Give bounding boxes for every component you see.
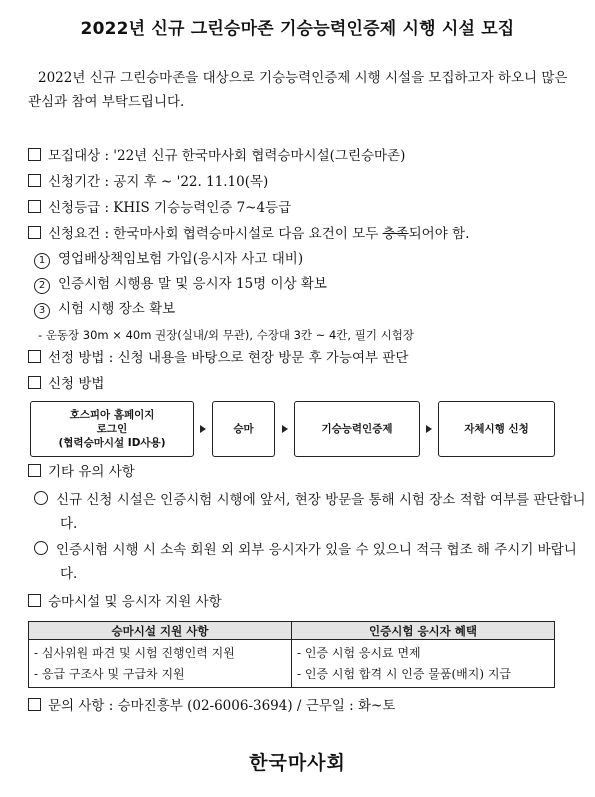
flow-step-login-line2: 로그인 xyxy=(96,423,128,435)
flow-step-login-line1: 호스피아 홈페이지 xyxy=(69,409,155,421)
note-1 xyxy=(34,488,586,536)
flow-step-apply: 자체시행 신청 xyxy=(438,401,555,457)
item-period-text: 신청기간 : 공지 후 ~ '22. 11.10(목) xyxy=(48,174,269,190)
circled-number-1: 1 xyxy=(34,253,50,269)
item-requirement xyxy=(28,226,469,243)
item-grade xyxy=(28,200,291,217)
flow-step-login-line3: (협력승마시설 ID사용) xyxy=(58,437,166,449)
item-requirement-suffix: 되어야 함. xyxy=(408,226,470,242)
intro-paragraph: 2022년 신규 그린승마존을 대상으로 기승능력인증제 시행 시설을 모집하고자 하오니 많은 관심과 참여 부탁드립니다. xyxy=(28,70,568,110)
checkbox-icon xyxy=(28,350,41,363)
checkbox-icon xyxy=(28,698,41,711)
item-requirement-prefix: 신청요건 : 한국마사회 협력승마시설로 다음 요건이 모두 xyxy=(48,226,383,242)
support-heading-text: 승마시설 및 응시자 지원 사항 xyxy=(48,594,222,610)
requirement-2-text: 인증시험 시행용 말 및 응시자 15명 이상 확보 xyxy=(58,276,327,292)
support-col2-header: 인증시험 응시자 혜택 xyxy=(292,622,555,640)
arrow-right-icon xyxy=(426,425,432,433)
checkbox-icon xyxy=(28,174,41,187)
requirement-3-note: - 운동장 30m × 40m 권장(실내/외 무관), 수장대 3칸 ~ 4칸, 필기 시험장 xyxy=(38,328,414,342)
checkbox-icon xyxy=(28,226,41,239)
note-2-text: 인증시험 시행 시 소속 회원 외 외부 응시자가 있을 수 있으니 적극 협조 해 주시기 바랍니다. xyxy=(56,542,577,582)
requirement-3 xyxy=(34,301,175,319)
requirement-1 xyxy=(34,251,303,269)
support-col1-item: - 심사위원 파견 및 시험 진행인력 지원 xyxy=(34,646,235,660)
contact-text: 문의 사항 : 승마진흥부 (02-6006-3694) / 근무일 : 화~토 xyxy=(48,698,396,714)
item-selection-text: 선정 방법 : 신청 내용을 바탕으로 현장 방문 후 가능여부 판단 xyxy=(48,350,409,366)
circled-number-2: 2 xyxy=(34,278,50,294)
checkbox-icon xyxy=(28,200,41,213)
item-requirement-strike: 충족 xyxy=(382,226,409,242)
flow-step-certification: 기승능력인증제 xyxy=(294,401,420,457)
item-target-text: 모집대상 : '22년 신규 한국마사회 협력승마시설(그린승마존) xyxy=(48,148,406,164)
support-col1-header: 승마시설 지원 사항 xyxy=(29,622,292,640)
flow-step-login xyxy=(30,401,194,457)
organization-name: 한국마사회 xyxy=(249,752,346,774)
requirement-2 xyxy=(34,276,327,294)
support-col2-item: - 인증 시험 응시료 면제 xyxy=(297,646,421,660)
checkbox-icon xyxy=(28,376,41,389)
support-col2-item: - 인증 시험 합격 시 인증 물품(배지) 지급 xyxy=(297,667,512,681)
item-period xyxy=(28,174,268,191)
checkbox-icon xyxy=(28,148,41,161)
item-selection xyxy=(28,350,408,367)
contact xyxy=(28,698,395,715)
arrow-right-icon xyxy=(282,425,288,433)
item-method-text: 신청 방법 xyxy=(48,376,105,392)
support-table xyxy=(28,621,555,688)
circle-bullet-icon xyxy=(34,491,48,505)
note-1-text: 신규 신청 시설은 인증시험 시행에 앞서, 현장 방문을 통해 시험 장소 적합 여부를 판단합니다. xyxy=(56,492,586,532)
support-col1-cell xyxy=(29,640,292,688)
item-target xyxy=(28,148,405,165)
flow-step-riding: 승마 xyxy=(212,401,275,457)
checkbox-icon xyxy=(28,464,41,477)
support-heading xyxy=(28,594,222,611)
notes-heading xyxy=(28,464,135,481)
support-col1-item: - 응급 구조사 및 구급차 지원 xyxy=(34,667,185,681)
arrow-right-icon xyxy=(200,425,206,433)
requirement-3-text: 시험 시행 장소 확보 xyxy=(58,301,176,317)
support-col2-cell xyxy=(292,640,555,688)
checkbox-icon xyxy=(28,594,41,607)
circle-bullet-icon xyxy=(34,541,48,555)
item-grade-text: 신청등급 : KHIS 기승능력인증 7~4등급 xyxy=(48,200,292,216)
page-title: 2022년 신규 그린승마존 기승능력인증제 시행 시설 모집 xyxy=(80,19,515,39)
item-method xyxy=(28,376,104,393)
circled-number-3: 3 xyxy=(34,303,50,319)
note-2 xyxy=(34,538,586,586)
notes-heading-text: 기타 유의 사항 xyxy=(48,464,135,480)
requirement-1-text: 영업배상책임보험 가입(응시자 사고 대비) xyxy=(58,251,304,267)
